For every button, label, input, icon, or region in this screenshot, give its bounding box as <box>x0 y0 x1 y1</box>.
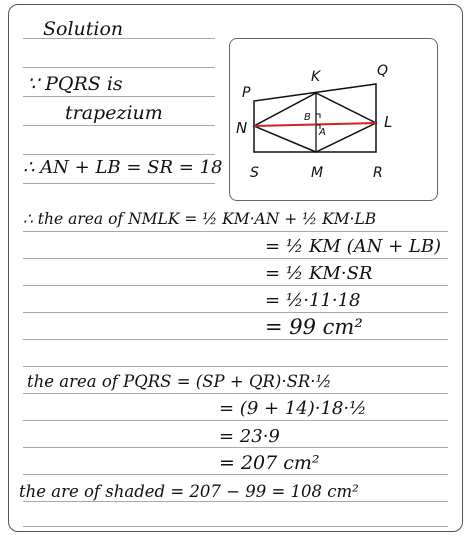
trapezium-figure <box>229 38 438 201</box>
rule-line <box>23 420 448 421</box>
label-b: B <box>304 112 311 123</box>
label-l: L <box>384 113 393 131</box>
line-step-2: = ½ KM·SR <box>265 263 373 284</box>
notebook-page <box>8 4 463 532</box>
line-step-5: = 23·9 <box>219 426 280 447</box>
rule-line <box>23 285 448 286</box>
line-area-nmlk: ∴ the area of NMLK = ½ KM·AN + ½ KM·LB <box>23 210 377 228</box>
rule-line <box>23 154 215 155</box>
label-p: P <box>242 85 251 101</box>
line-step-1: = ½ KM (AN + LB) <box>265 236 442 257</box>
rule-line <box>23 339 448 340</box>
rule-line <box>23 312 448 313</box>
rule-line <box>23 96 215 97</box>
line-step-4: = (9 + 14)·18·½ <box>219 398 367 419</box>
line-trapezium: trapezium <box>65 102 163 124</box>
line-area-pqrs: the area of PQRS = (SP + QR)·SR·½ <box>27 372 332 391</box>
label-k: K <box>311 69 321 85</box>
label-m: M <box>311 165 324 181</box>
rule-line <box>23 366 448 367</box>
rule-line <box>23 526 448 527</box>
label-s: S <box>250 165 259 181</box>
rule-line <box>23 67 215 68</box>
line-shaded: the are of shaded = 207 − 99 = 108 cm² <box>19 482 359 501</box>
segment-nl <box>254 123 376 126</box>
solution-heading: Solution <box>43 18 124 40</box>
rule-line <box>23 393 448 394</box>
rule-line <box>23 183 215 184</box>
label-r: R <box>373 165 383 181</box>
line-result-2: = 207 cm² <box>219 452 320 474</box>
line-given: ∵ PQRS is <box>27 73 123 95</box>
line-result-1: = 99 cm² <box>265 315 363 339</box>
rule-line <box>23 474 448 475</box>
rule-line <box>23 258 448 259</box>
line-step-3: = ½·11·18 <box>265 290 361 311</box>
rule-line <box>23 231 448 232</box>
rule-line <box>23 125 215 126</box>
label-n: N <box>236 119 248 137</box>
label-q: Q <box>377 63 389 79</box>
line-sum: ∴ AN + LB = SR = 18 <box>23 157 223 178</box>
label-a: A <box>319 127 326 138</box>
trapezium-diagram <box>230 39 436 199</box>
